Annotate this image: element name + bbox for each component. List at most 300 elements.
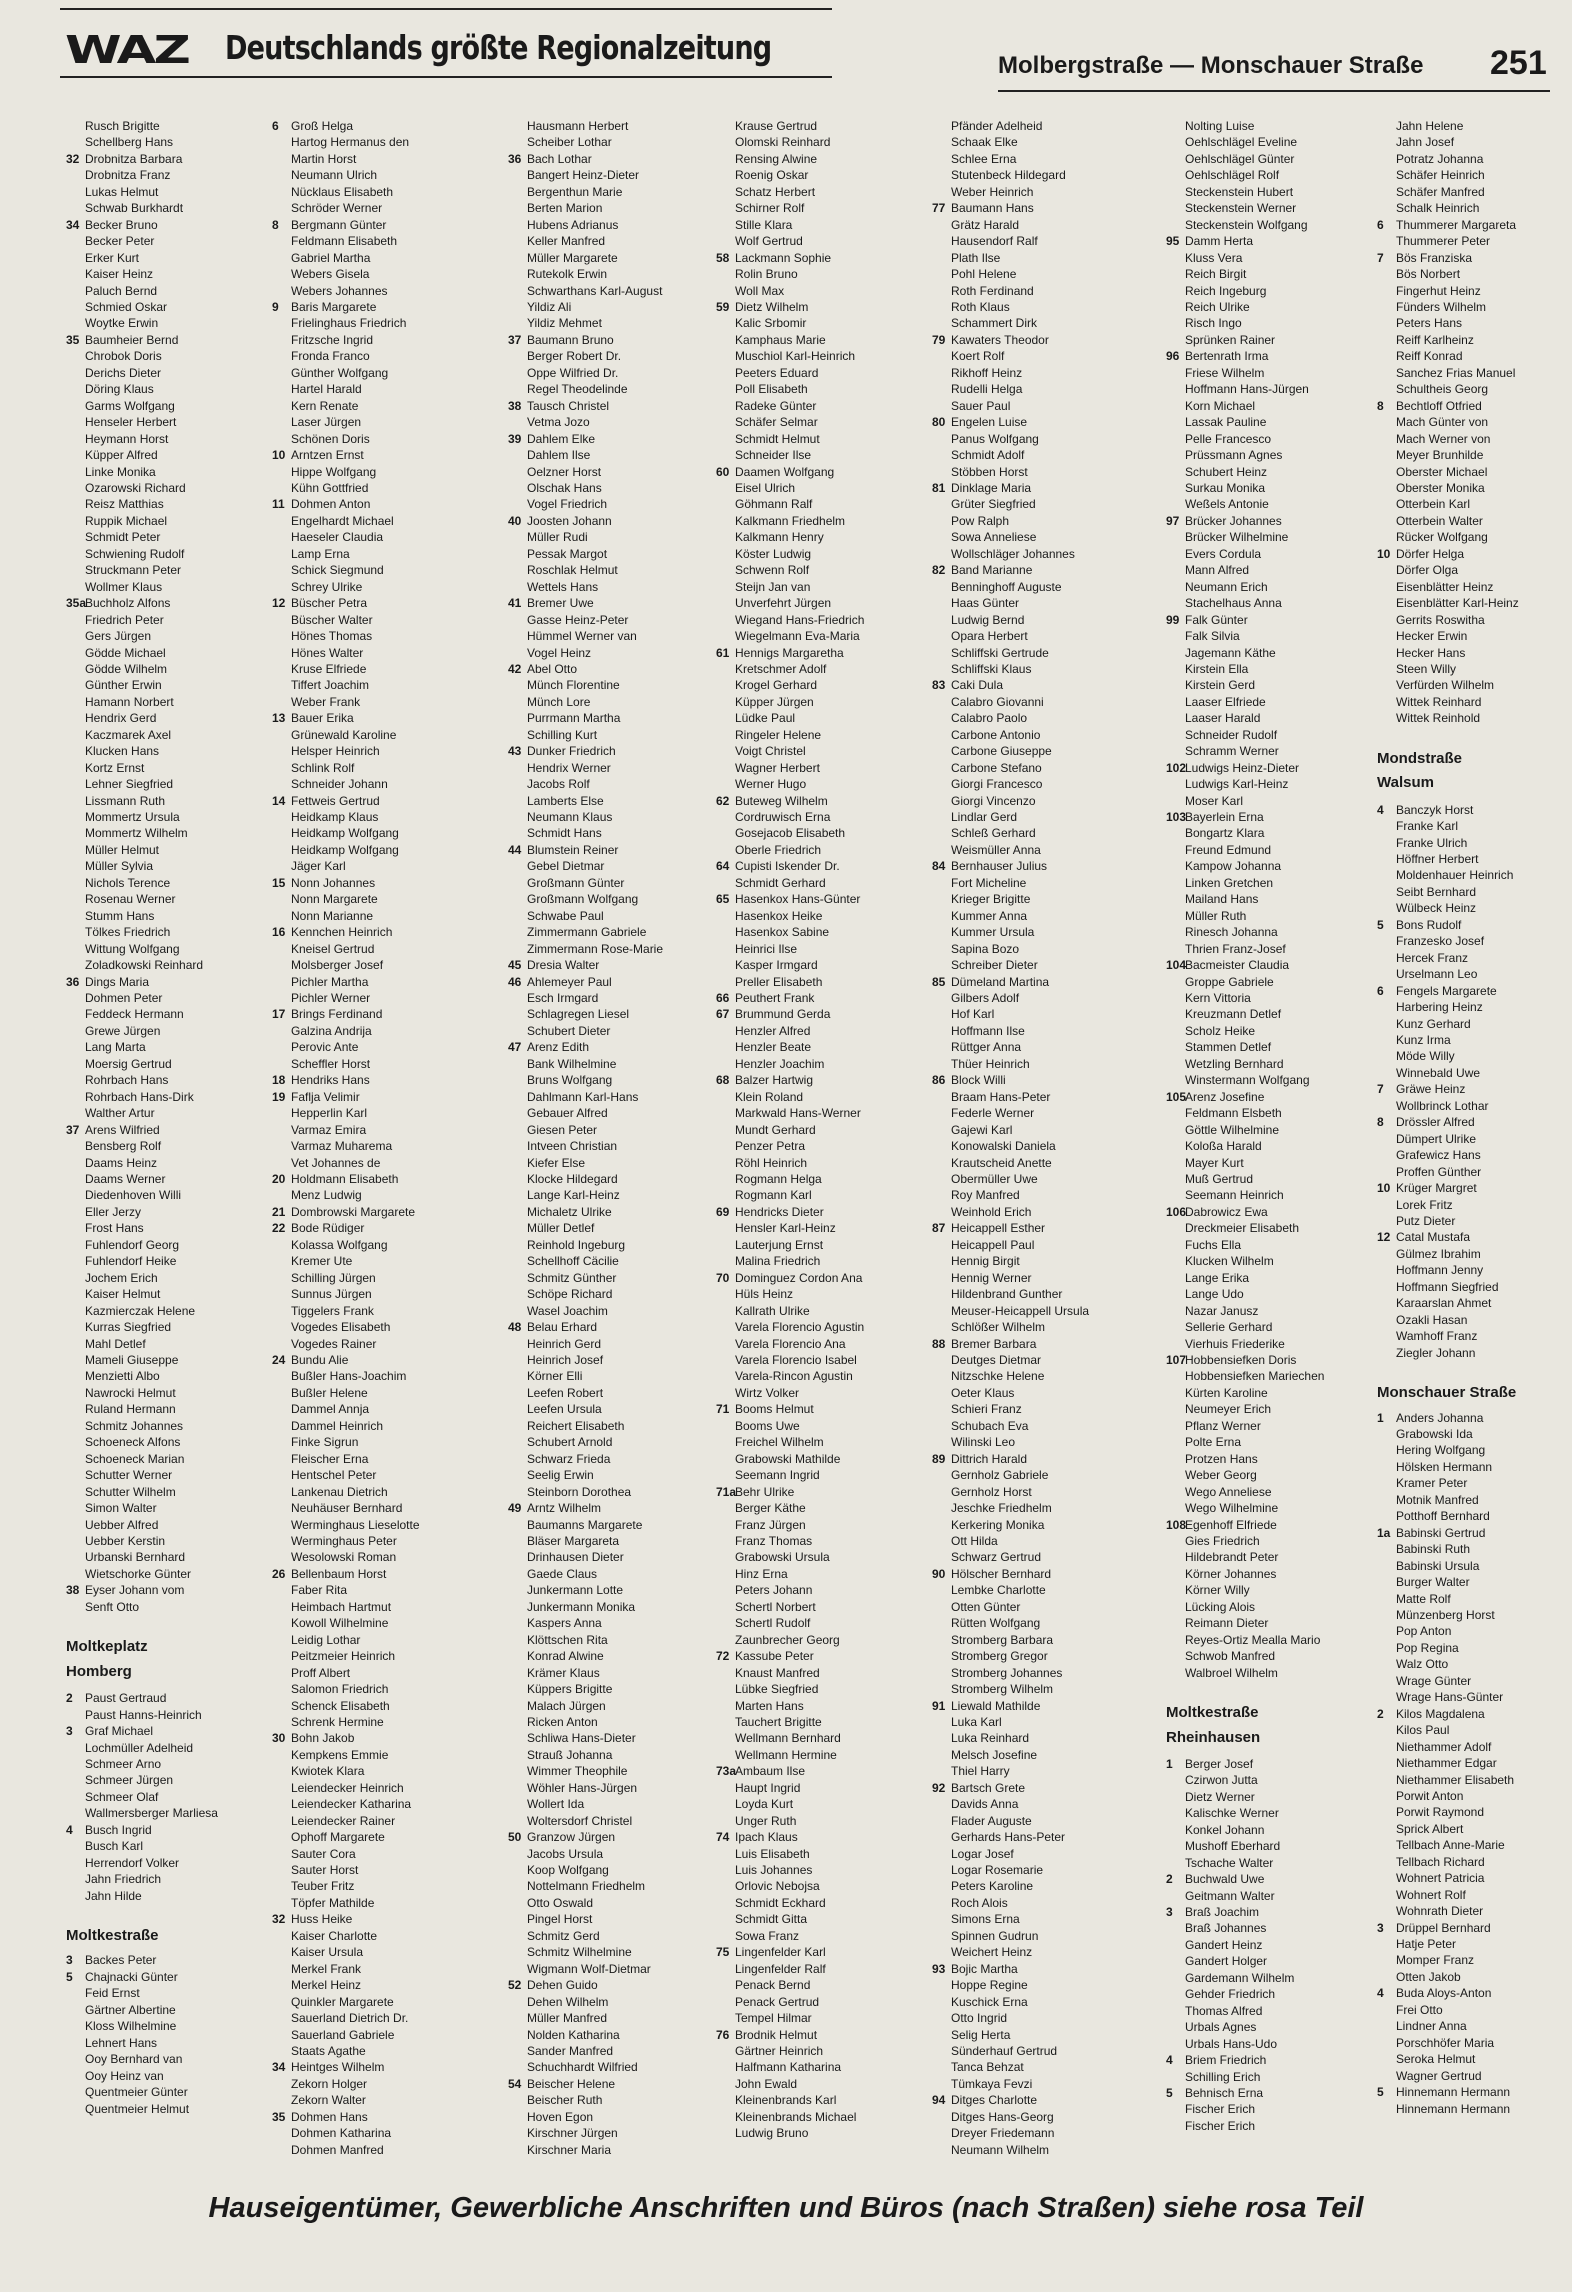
house-number: 4	[66, 1822, 73, 1837]
resident-name: Rogmann Helga	[735, 1172, 822, 1186]
resident-entry	[272, 891, 472, 907]
resident-entry	[932, 1220, 1132, 1236]
resident-name: Booms Uwe	[735, 1418, 800, 1433]
house-number: 61	[716, 645, 730, 660]
resident-name: Schmidt Hans	[527, 826, 602, 841]
house-number: 93	[932, 1961, 946, 1976]
resident-name: Lange Udo	[1185, 1287, 1244, 1302]
resident-name: Booms Helmut	[735, 1402, 814, 1417]
resident-entry	[66, 645, 266, 661]
resident-entry	[1166, 1920, 1366, 1936]
house-number: 3	[66, 1953, 73, 1968]
resident-entry	[716, 250, 916, 266]
resident-entry	[66, 200, 266, 216]
resident-entry	[508, 1467, 708, 1483]
resident-name: Hennig Birgit	[951, 1254, 1020, 1269]
resident-entry	[272, 1994, 472, 2010]
resident-name: Zimmermann Gabriele	[527, 925, 647, 940]
resident-name: Wollbrinck Lothar	[1396, 1098, 1489, 1113]
resident-entry	[66, 2002, 266, 2018]
resident-name: Gernholz Horst	[951, 1484, 1032, 1499]
resident-entry	[1377, 1312, 1572, 1328]
resident-name: Buteweg Wilhelm	[735, 793, 828, 808]
resident-entry	[716, 1418, 916, 1434]
resident-name: Schwab Burkhardt	[85, 201, 184, 216]
resident-name: Fünders Wilhelm	[1396, 299, 1487, 314]
resident-entry	[932, 1303, 1132, 1319]
resident-name: Davids Anna	[951, 1797, 1019, 1812]
resident-name: Heinrici Ilse	[735, 941, 798, 956]
resident-name: Gandert Holger	[1185, 1954, 1268, 1969]
resident-entry	[932, 447, 1132, 463]
resident-entry	[1377, 151, 1572, 167]
resident-name: Gehder Friedrich	[1185, 1987, 1276, 2002]
resident-entry	[716, 1500, 916, 1516]
resident-name: Heidkamp Klaus	[291, 810, 379, 825]
resident-entry	[716, 1714, 916, 1730]
resident-entry	[932, 1582, 1132, 1598]
resident-name: Ott Hilda	[951, 1533, 998, 1548]
resident-name: Ahlemeyer Paul	[527, 974, 612, 989]
house-number: 38	[66, 1583, 80, 1598]
resident-name: Reiff Konrad	[1396, 349, 1463, 364]
resident-entry	[932, 1961, 1132, 1977]
resident-name: Sellerie Gerhard	[1185, 1320, 1273, 1335]
house-number: 82	[932, 563, 946, 578]
house-number: 40	[508, 513, 522, 528]
house-number: 9	[272, 299, 279, 314]
resident-name: Steckenstein Hubert	[1185, 184, 1294, 199]
resident-name: Oberster Monika	[1396, 480, 1485, 495]
resident-name: Hinnemann Hermann	[1396, 2085, 1511, 2100]
resident-name: Gers Jürgen	[85, 629, 152, 644]
resident-entry	[1377, 348, 1572, 364]
resident-entry	[66, 2035, 266, 2051]
resident-name: Bangert Heinz-Dieter	[527, 168, 640, 183]
resident-entry	[1166, 1615, 1366, 1631]
resident-name: Faber Rita	[291, 1583, 348, 1598]
resident-name: Schliffski Gertrude	[951, 645, 1049, 660]
resident-entry	[508, 1006, 708, 1022]
resident-entry	[932, 283, 1132, 299]
resident-name: Lamp Erna	[291, 546, 350, 561]
resident-entry	[66, 924, 266, 940]
resident-entry	[1377, 1854, 1572, 1870]
resident-name: Bons Rudolf	[1396, 917, 1462, 932]
resident-entry	[272, 496, 472, 512]
resident-name: Lücking Alois	[1185, 1599, 1256, 1614]
house-number: 13	[272, 711, 286, 726]
resident-name: Balzer Hartwig	[735, 1073, 814, 1088]
resident-name: Schick Siegmund	[291, 563, 384, 578]
resident-name: Erker Kurt	[85, 250, 140, 265]
resident-name: Bensberg Rolf	[85, 1139, 162, 1154]
resident-entry	[66, 1303, 266, 1319]
resident-entry	[508, 1780, 708, 1796]
resident-entry	[508, 1089, 708, 1105]
house-number: 6	[1377, 983, 1384, 998]
resident-entry	[272, 1878, 472, 1894]
resident-entry	[932, 941, 1132, 957]
resident-name: Haupt Ingrid	[735, 1780, 801, 1795]
resident-name: Münch Florentine	[527, 678, 620, 693]
resident-name: Polte Erna	[1185, 1435, 1242, 1450]
resident-entry	[272, 151, 472, 167]
resident-name: Drinhausen Dieter	[527, 1550, 624, 1565]
resident-entry	[1166, 645, 1366, 661]
resident-name: Stöbben Horst	[951, 464, 1028, 479]
house-number: 89	[932, 1451, 946, 1466]
resident-name: Schneider Johann	[291, 777, 388, 792]
resident-name: Jahn Friedrich	[85, 1872, 162, 1887]
resident-name: Lukas Helmut	[85, 184, 159, 199]
resident-entry	[66, 1039, 266, 1055]
house-number: 49	[508, 1501, 522, 1516]
resident-entry	[66, 1969, 266, 1985]
resident-entry	[1377, 118, 1572, 134]
house-number: 32	[66, 151, 80, 166]
resident-name: Feldmann Elisabeth	[291, 234, 398, 249]
resident-entry	[716, 1270, 916, 1286]
resident-entry	[508, 167, 708, 183]
resident-entry	[716, 809, 916, 825]
resident-name: Dehen Guido	[527, 1978, 598, 1993]
resident-entry	[66, 990, 266, 1006]
resident-entry	[272, 529, 472, 545]
resident-name: Bußler Helene	[291, 1385, 368, 1400]
resident-name: Hümmel Werner van	[527, 629, 637, 644]
resident-entry	[272, 1319, 472, 1335]
resident-entry	[66, 974, 266, 990]
resident-entry	[1166, 2118, 1366, 2134]
resident-name: Feid Ernst	[85, 1986, 140, 2001]
resident-entry	[932, 1122, 1132, 1138]
house-number: 8	[272, 217, 279, 232]
resident-entry	[716, 1582, 916, 1598]
resident-name: Müller Sylvia	[85, 859, 154, 874]
resident-entry	[932, 579, 1132, 595]
resident-name: Pop Regina	[1396, 1640, 1459, 1655]
resident-entry	[716, 1006, 916, 1022]
resident-name: Hippe Wolfgang	[291, 464, 377, 479]
resident-entry	[508, 957, 708, 973]
resident-name: Nitzschke Helene	[951, 1369, 1045, 1384]
resident-entry	[1166, 661, 1366, 677]
resident-name: Vet Johannes de	[291, 1155, 381, 1170]
resident-entry	[272, 825, 472, 841]
resident-entry	[1166, 1105, 1366, 1121]
resident-entry	[1166, 1220, 1366, 1236]
house-number: 77	[932, 201, 946, 216]
resident-name: Caki Dula	[951, 678, 1004, 693]
house-number: 54	[508, 2076, 522, 2091]
resident-name: Döring Klaus	[85, 382, 154, 397]
resident-name: Kilos Paul	[1396, 1723, 1450, 1738]
house-number: 2	[66, 1691, 73, 1706]
resident-name: Eyser Johann vom	[85, 1583, 185, 1598]
resident-name: Carbone Stefano	[951, 760, 1042, 775]
resident-name: Becker Peter	[85, 234, 155, 249]
resident-entry	[932, 217, 1132, 233]
resident-name: Steckenstein Wolfgang	[1185, 217, 1308, 232]
resident-entry	[272, 332, 472, 348]
resident-entry	[716, 167, 916, 183]
resident-entry	[508, 941, 708, 957]
resident-entry	[1166, 1838, 1366, 1854]
resident-entry	[508, 2059, 708, 2075]
resident-entry	[66, 1690, 266, 1706]
resident-name: Küpper Alfred	[85, 448, 158, 463]
resident-entry	[1166, 1855, 1366, 1871]
resident-name: Heinrich Gerd	[527, 1336, 602, 1351]
resident-entry	[66, 1089, 266, 1105]
resident-entry	[508, 760, 708, 776]
resident-name: Staats Agathe	[291, 2044, 366, 2059]
house-number: 20	[272, 1172, 286, 1186]
resident-entry	[272, 1385, 472, 1401]
resident-entry	[1377, 2084, 1572, 2100]
resident-name: Korn Michael	[1185, 398, 1256, 413]
house-number: 95	[1166, 234, 1180, 249]
header-rule-bottom	[60, 76, 832, 78]
resident-entry	[1166, 151, 1366, 167]
resident-name: Kramer Peter	[1396, 1476, 1468, 1491]
resident-name: Kreuzmann Detlef	[1185, 1007, 1282, 1022]
resident-name: Dietz Werner	[1185, 1789, 1255, 1804]
resident-name: Weber Frank	[291, 694, 361, 709]
resident-name: Rinesch Johanna	[1185, 925, 1278, 940]
resident-name: Perovic Ante	[291, 1040, 359, 1055]
resident-entry	[1377, 332, 1572, 348]
resident-name: Vogel Heinz	[527, 645, 592, 660]
resident-name: Hinz Erna	[735, 1566, 788, 1581]
resident-entry	[272, 1911, 472, 1927]
resident-name: Evers Cordula	[1185, 546, 1262, 561]
resident-name: Vetma Jozo	[527, 415, 590, 430]
resident-name: Webers Gisela	[291, 267, 370, 282]
resident-name: Schramm Werner	[1185, 744, 1279, 759]
resident-entry	[508, 1665, 708, 1681]
resident-name: Beischer Helene	[527, 2076, 616, 2091]
resident-entry	[1377, 983, 1572, 999]
resident-entry	[1377, 1345, 1572, 1361]
resident-name: Kaiser Helmut	[85, 1287, 161, 1302]
resident-entry	[1166, 1368, 1366, 1384]
resident-name: Schneider Ilse	[735, 448, 812, 463]
house-number: 64	[716, 859, 730, 874]
resident-entry	[932, 1089, 1132, 1105]
resident-name: Krogel Gerhard	[735, 678, 818, 693]
resident-name: Mahl Detlef	[85, 1336, 146, 1351]
resident-entry	[716, 1039, 916, 1055]
resident-entry	[1377, 917, 1572, 933]
resident-name: Kalkmann Friedhelm	[735, 513, 846, 528]
resident-entry	[1377, 496, 1572, 512]
resident-name: Köster Ludwig	[735, 546, 812, 561]
resident-name: Pingel Horst	[527, 1912, 593, 1927]
resident-entry	[1377, 1574, 1572, 1590]
resident-name: Halfmann Katharina	[735, 2060, 842, 2075]
resident-entry	[1166, 1805, 1366, 1821]
resident-entry	[66, 1237, 266, 1253]
resident-entry	[1377, 1279, 1572, 1295]
resident-name: Roch Alois	[951, 1895, 1008, 1910]
resident-entry	[508, 809, 708, 825]
resident-name: Penack Gertrud	[735, 1994, 820, 2009]
resident-entry	[508, 858, 708, 874]
resident-entry	[508, 1286, 708, 1302]
resident-entry	[272, 1105, 472, 1121]
resident-name: Hof Karl	[951, 1007, 995, 1022]
resident-entry	[716, 464, 916, 480]
resident-entry	[1377, 1229, 1572, 1245]
resident-name: Junkermann Monika	[527, 1599, 636, 1614]
resident-name: Weber Georg	[1185, 1468, 1257, 1483]
resident-entry	[66, 1517, 266, 1533]
resident-name: Wohnert Rolf	[1396, 1887, 1466, 1902]
resident-name: Kleinenbrands Karl	[735, 2093, 837, 2108]
resident-entry	[508, 776, 708, 792]
resident-entry	[508, 1994, 708, 2010]
resident-name: Thummerer Peter	[1396, 234, 1491, 249]
resident-entry	[1377, 464, 1572, 480]
resident-entry	[66, 1822, 266, 1838]
resident-name: Stromberg Gregor	[951, 1649, 1048, 1664]
house-number: 66	[716, 991, 730, 1006]
resident-entry	[716, 381, 916, 397]
resident-entry	[716, 332, 916, 348]
resident-name: Catal Mustafa	[1396, 1230, 1471, 1245]
resident-name: Vogedes Elisabeth	[291, 1320, 391, 1335]
resident-entry	[932, 167, 1132, 183]
resident-entry	[932, 1829, 1132, 1845]
resident-entry	[1166, 546, 1366, 562]
resident-entry	[272, 1549, 472, 1565]
resident-name: Paust Hanns-Heinrich	[85, 1707, 202, 1722]
resident-entry	[272, 167, 472, 183]
resident-name: Konrad Alwine	[527, 1649, 604, 1664]
resident-entry	[1166, 677, 1366, 693]
resident-entry	[508, 1187, 708, 1203]
resident-entry	[716, 677, 916, 693]
resident-entry	[508, 710, 708, 726]
resident-entry	[716, 842, 916, 858]
resident-name: Merkel Frank	[291, 1961, 362, 1976]
resident-entry	[932, 957, 1132, 973]
resident-name: Hoven Egon	[527, 2109, 594, 2124]
resident-name: Zekorn Walter	[291, 2093, 366, 2108]
resident-name: Frielinghaus Friedrich	[291, 316, 407, 331]
resident-entry	[508, 2125, 708, 2141]
resident-entry	[1377, 1081, 1572, 1097]
resident-entry	[716, 1730, 916, 1746]
resident-entry	[272, 2142, 472, 2158]
resident-entry	[1166, 1632, 1366, 1648]
house-number: 6	[272, 119, 279, 133]
resident-name: Steinborn Dorothea	[527, 1484, 632, 1499]
resident-entry	[66, 760, 266, 776]
resident-name: Daamen Wolfgang	[735, 464, 835, 479]
resident-name: Fischer Erich	[1185, 2118, 1256, 2133]
resident-entry	[272, 595, 472, 611]
resident-name: Logar Rosemarie	[951, 1863, 1044, 1878]
resident-name: Reinhold Ingeburg	[527, 1237, 626, 1252]
house-number: 50	[508, 1830, 522, 1845]
resident-name: Wego Wilhelmine	[1185, 1501, 1279, 1516]
resident-name: Walz Otto	[1396, 1657, 1449, 1672]
resident-name: Dahlem Elke	[527, 431, 596, 446]
resident-name: Meuser-Heicappell Ursula	[951, 1303, 1090, 1318]
resident-name: Heymann Horst	[85, 431, 169, 446]
resident-entry	[716, 233, 916, 249]
resident-entry	[66, 1006, 266, 1022]
resident-entry	[1166, 299, 1366, 315]
resident-entry	[1377, 1131, 1572, 1147]
resident-name: Seroka Helmut	[1396, 2052, 1476, 2067]
resident-entry	[1166, 924, 1366, 940]
house-number: 35	[66, 332, 80, 347]
resident-name: Thüer Heinrich	[951, 1056, 1030, 1071]
resident-entry	[716, 1368, 916, 1384]
resident-entry	[1166, 315, 1366, 331]
resident-name: Schmidt Helmut	[735, 431, 820, 446]
resident-entry	[508, 990, 708, 1006]
resident-entry	[1377, 1442, 1572, 1458]
resident-name: Schwob Manfred	[1185, 1649, 1276, 1664]
resident-entry	[716, 776, 916, 792]
resident-entry	[66, 1220, 266, 1236]
resident-name: Hölsken Hermann	[1396, 1459, 1493, 1474]
resident-name: Baumheier Bernd	[85, 332, 179, 347]
resident-entry	[66, 1566, 266, 1582]
resident-entry	[508, 612, 708, 628]
resident-entry	[272, 480, 472, 496]
resident-entry	[932, 1533, 1132, 1549]
resident-name: Nolden Katharina	[527, 2027, 620, 2042]
resident-entry	[272, 1944, 472, 1960]
resident-name: Brücker Wilhelmine	[1185, 530, 1289, 545]
resident-name: Ophoff Margarete	[291, 1830, 385, 1845]
resident-name: Müller Helmut	[85, 842, 160, 857]
resident-entry	[272, 546, 472, 562]
resident-name: Uebber Alfred	[85, 1517, 159, 1532]
resident-entry	[508, 645, 708, 661]
resident-name: Kempkens Emmie	[291, 1747, 389, 1762]
resident-entry	[66, 529, 266, 545]
resident-entry	[508, 217, 708, 233]
resident-name: Tempel Hilmar	[735, 2011, 812, 2026]
resident-entry	[1377, 867, 1572, 883]
resident-name: Leiendecker Katharina	[291, 1797, 412, 1812]
house-number: 42	[508, 661, 522, 676]
resident-entry	[932, 908, 1132, 924]
resident-name: Dörfer Olga	[1396, 563, 1459, 578]
header-rule-top	[60, 8, 832, 10]
resident-entry	[66, 414, 266, 430]
resident-entry	[716, 760, 916, 776]
resident-entry	[272, 283, 472, 299]
resident-name: Leiendecker Heinrich	[291, 1780, 404, 1795]
resident-entry	[66, 1805, 266, 1821]
resident-name: Paluch Bernd	[85, 283, 158, 298]
resident-name: Schwenn Rolf	[735, 563, 810, 578]
resident-name: Schutter Werner	[85, 1468, 173, 1483]
resident-entry	[272, 908, 472, 924]
resident-name: Geitmann Walter	[1185, 1888, 1275, 1903]
resident-name: Roenig Oskar	[735, 168, 809, 183]
resident-name: Olomski Reinhard	[735, 135, 831, 150]
resident-name: Wego Anneliese	[1185, 1484, 1272, 1499]
